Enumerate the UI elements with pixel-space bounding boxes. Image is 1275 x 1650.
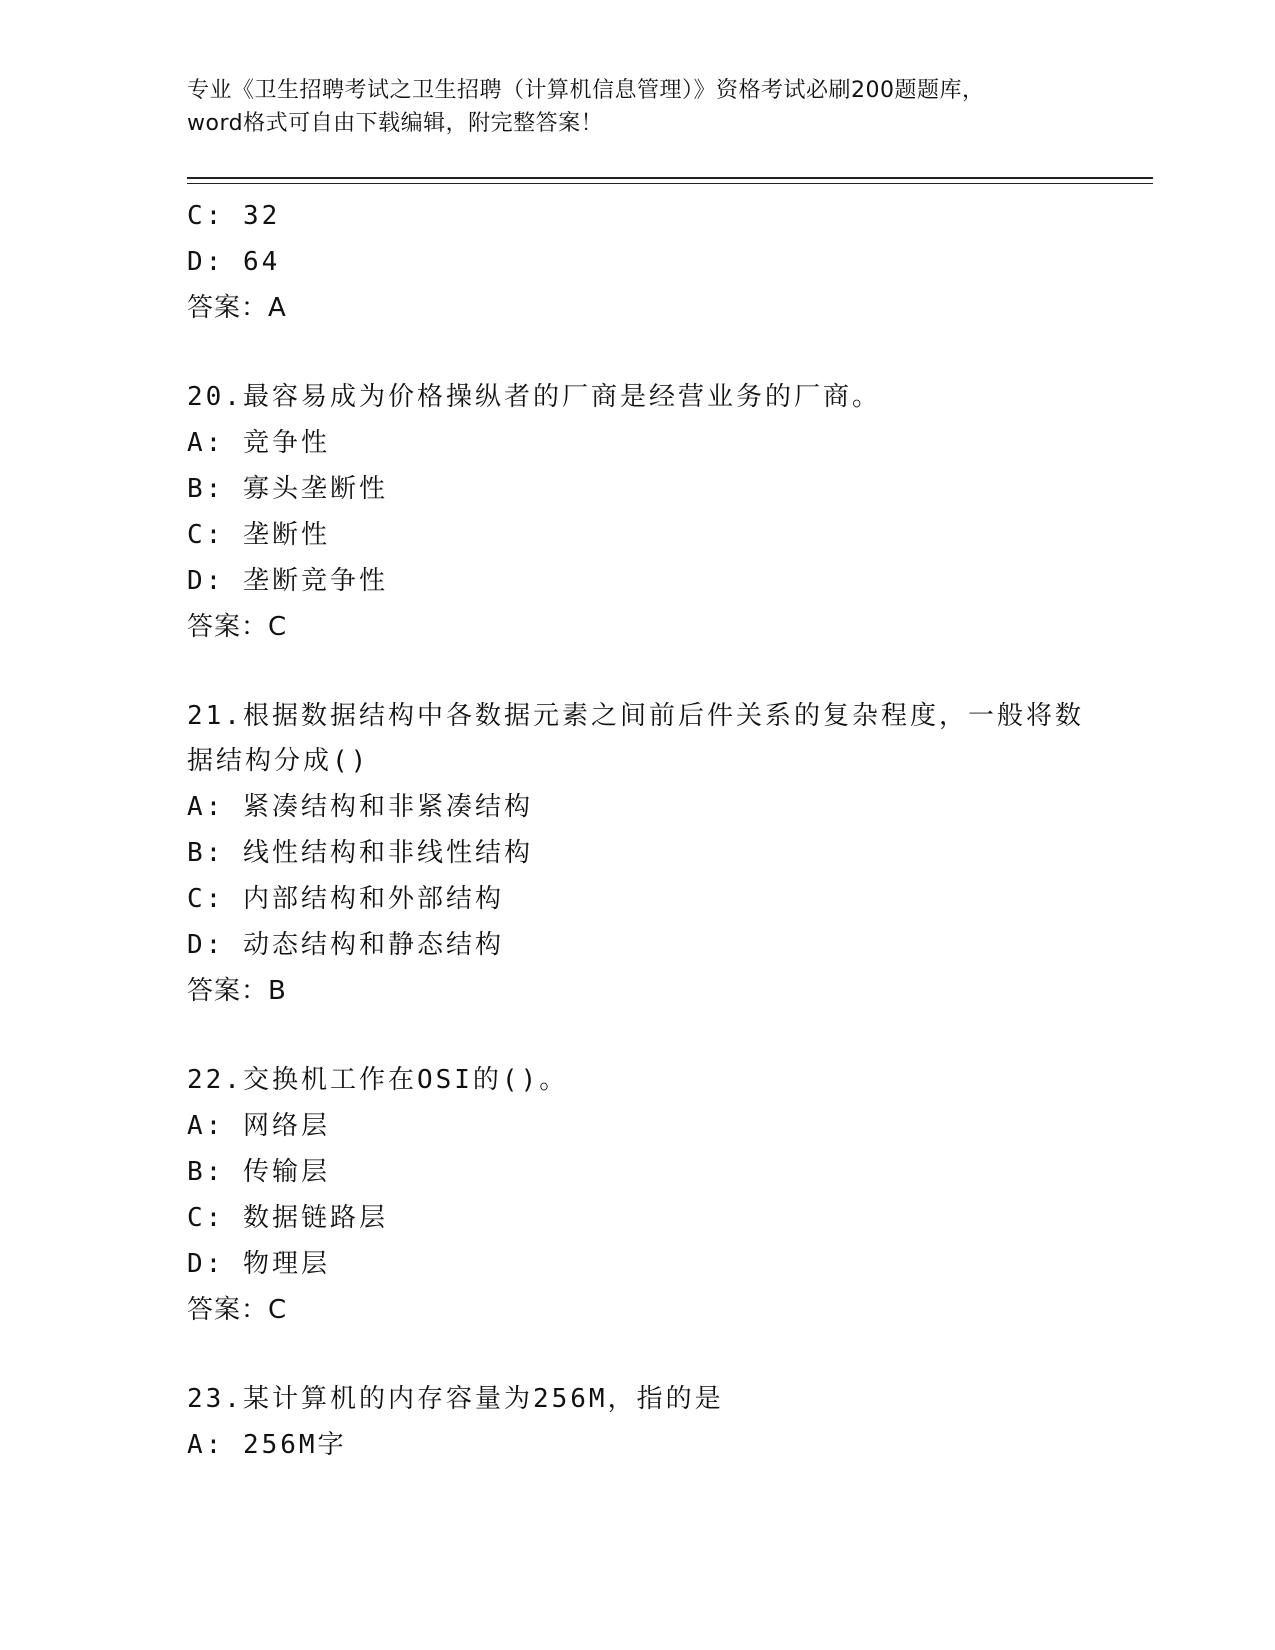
question-stem: 21.根据数据结构中各数据元素之间前后件关系的复杂程度，一般将数据结构分成(): [187, 701, 1084, 776]
question-23: [187, 1377, 1087, 1468]
spacer: [187, 1014, 1087, 1058]
spacer: [187, 650, 1087, 694]
spacer: [187, 331, 1087, 375]
option-d: D: 64: [187, 247, 281, 277]
document-body: [187, 193, 1087, 1468]
header-divider-thick: [187, 177, 1153, 179]
option-a: A: 紧凑结构和非紧凑结构: [187, 792, 533, 822]
answer-line: 答案：B: [187, 976, 287, 1006]
option-d: D: 物理层: [187, 1249, 330, 1279]
header-line-2: word格式可自由下载编辑，附完整答案！: [187, 111, 604, 136]
spacer: [187, 1333, 1087, 1377]
option-a: A: 竞争性: [187, 428, 330, 458]
question-20: [187, 375, 1087, 650]
question-22: [187, 1058, 1087, 1333]
option-d: D: 垄断竞争性: [187, 566, 388, 596]
question-stem: 20.最容易成为价格操纵者的厂商是经营业务的厂商。: [187, 382, 881, 412]
option-b: B: 线性结构和非线性结构: [187, 838, 533, 868]
option-d: D: 动态结构和静态结构: [187, 930, 504, 960]
option-c: C: 内部结构和外部结构: [187, 884, 504, 914]
header-line-1: 专业《卫生招聘考试之卫生招聘（计算机信息管理）》资格考试必刷200题题库，: [187, 78, 985, 103]
option-a: A: 网络层: [187, 1111, 330, 1141]
answer-line: 答案：C: [187, 1295, 288, 1325]
option-b: B: 传输层: [187, 1157, 330, 1187]
option-a: A: 256M字: [187, 1430, 347, 1460]
question-21: [187, 694, 1087, 1014]
option-c: C: 垄断性: [187, 520, 330, 550]
question-stem: 23.某计算机的内存容量为256M，指的是: [187, 1384, 724, 1414]
header-divider-thin: [187, 183, 1153, 184]
answer-line: 答案：C: [187, 612, 288, 642]
option-c: C: 数据链路层: [187, 1203, 388, 1233]
option-b: B: 寡头垄断性: [187, 474, 388, 504]
answer-line: 答案：A: [187, 293, 287, 323]
option-c: C: 32: [187, 201, 281, 231]
question-stem: 22.交换机工作在OSI的()。: [187, 1065, 569, 1095]
document-header: [187, 74, 1087, 140]
question-19-tail: [187, 193, 1087, 331]
